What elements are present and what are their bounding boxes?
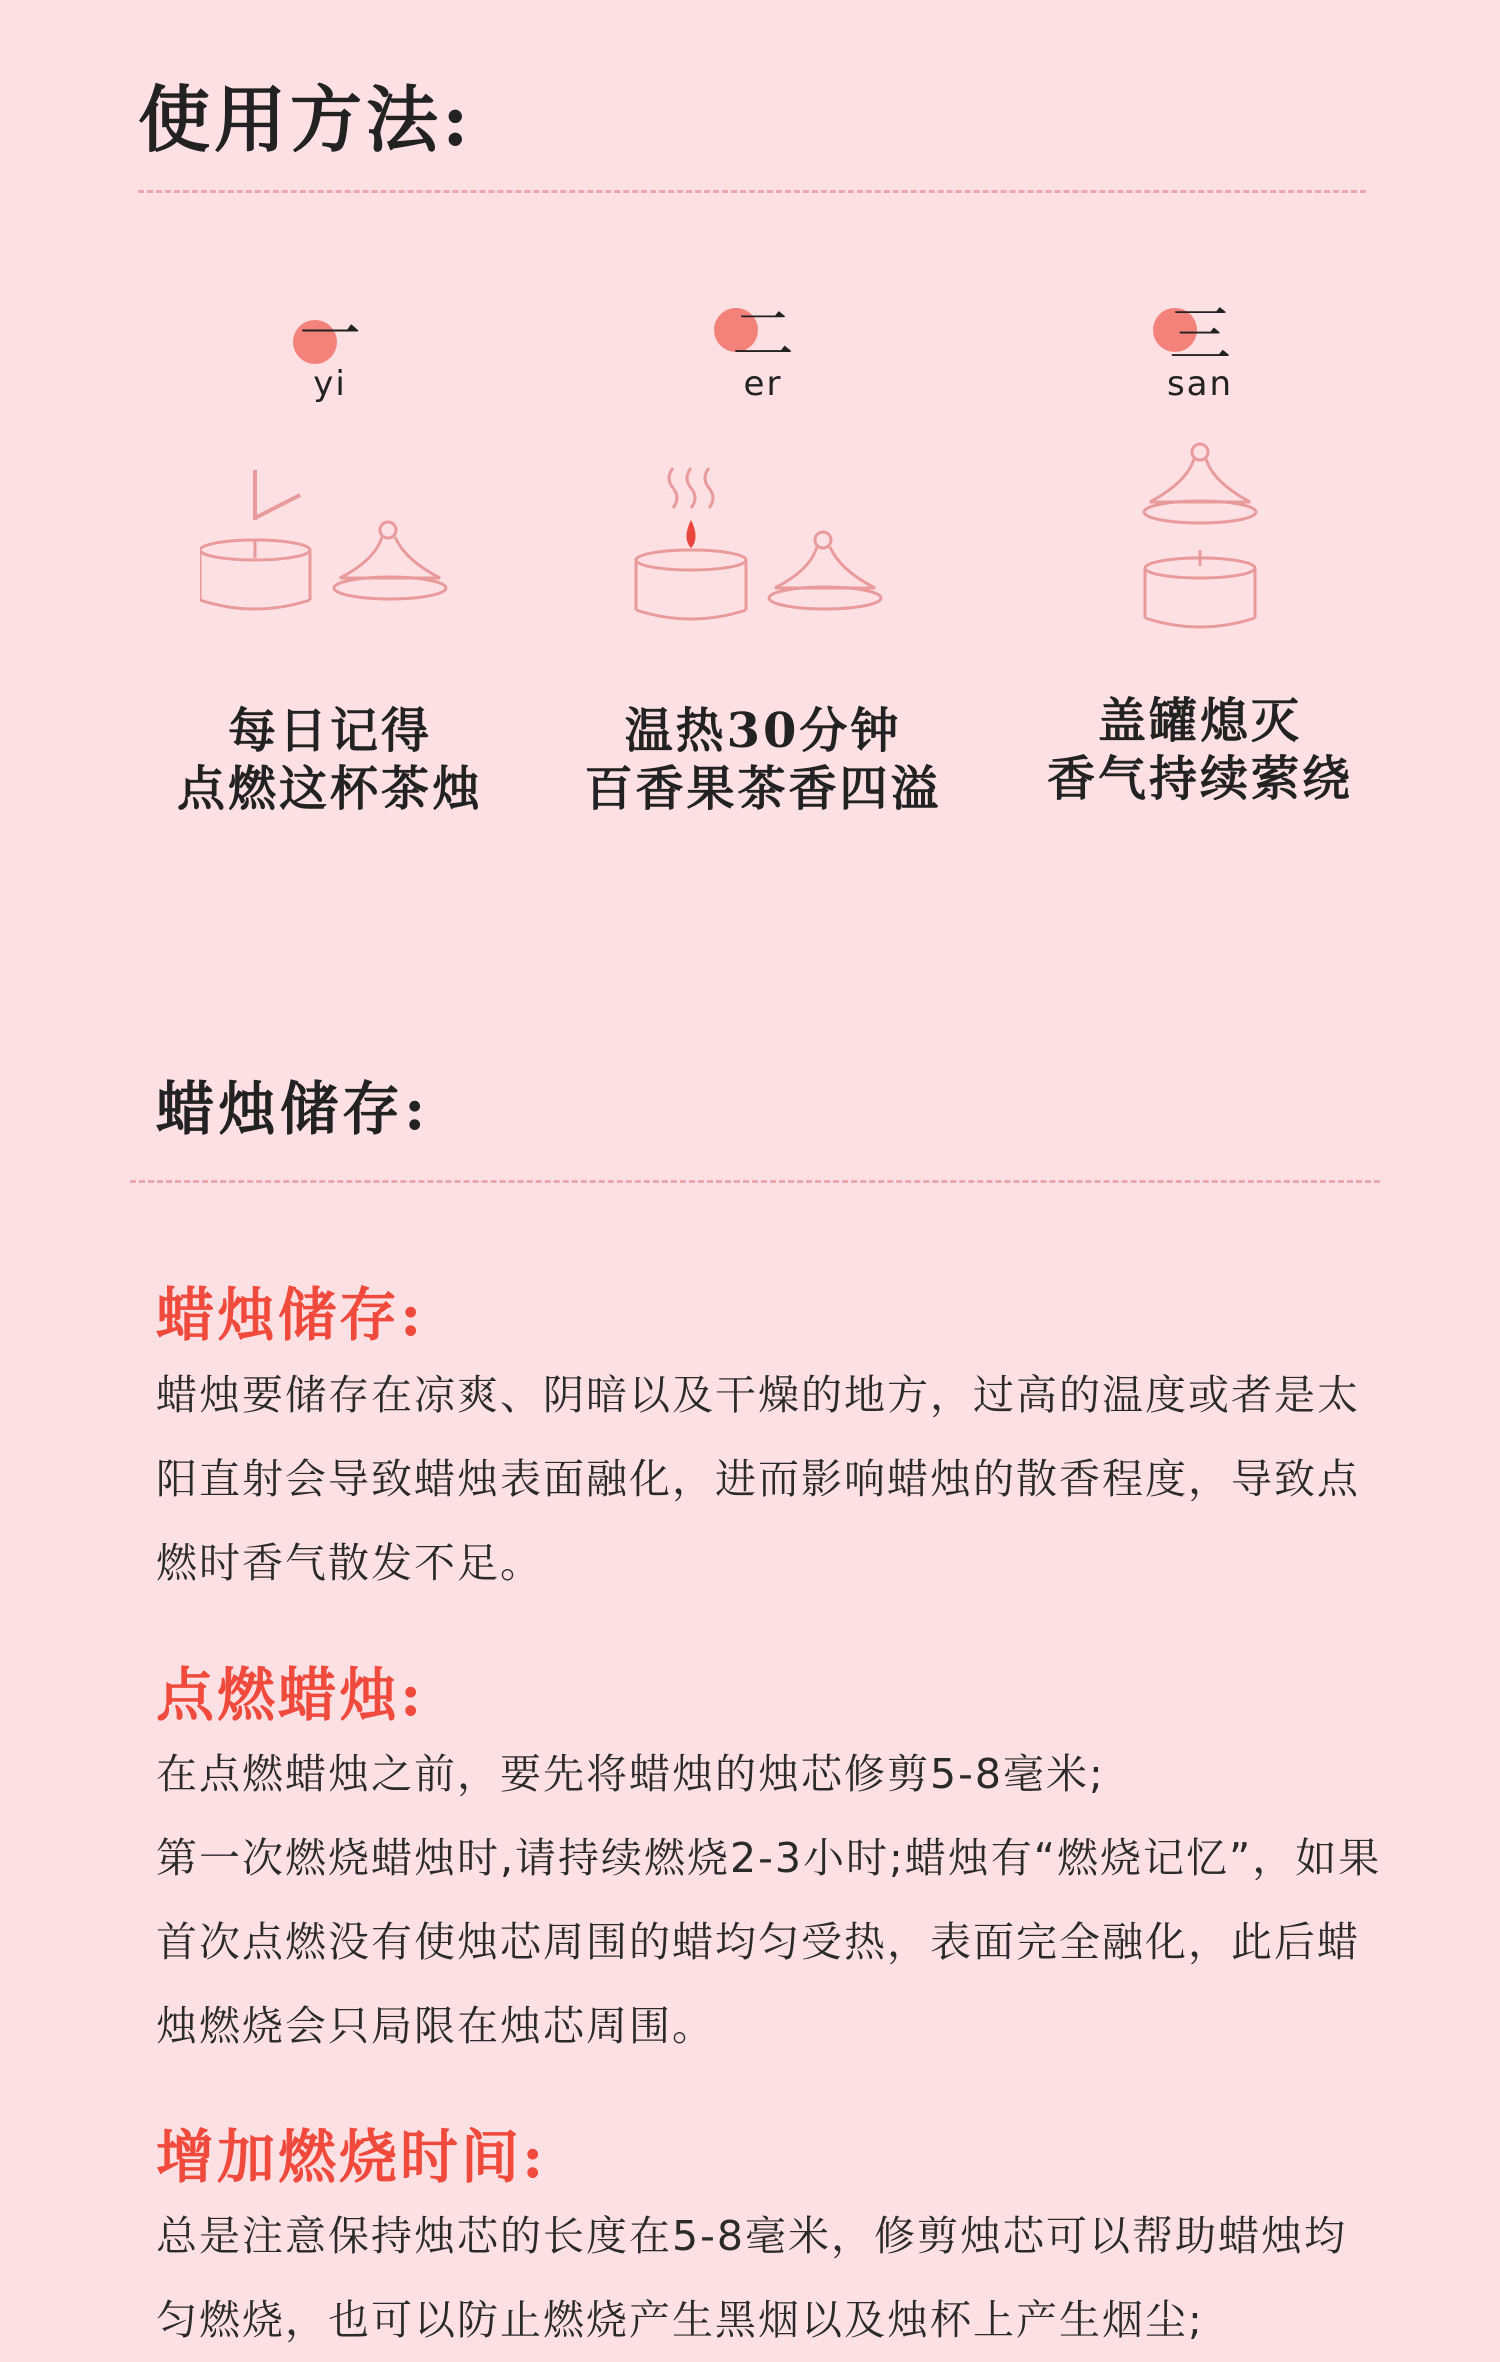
step-caption-line2: 香气持续萦绕 bbox=[1046, 751, 1353, 807]
step-number: 一 bbox=[298, 298, 361, 371]
step-caption-line1: 盖罐熄灭 bbox=[1097, 693, 1302, 749]
step-caption-line1: 温热30分钟 bbox=[624, 703, 902, 759]
step-2 bbox=[543, 300, 983, 818]
section-text-storage: 蜡烛要储存在凉爽、阴暗以及干燥的地方，过高的温度或者是太阳直射会导致蜡烛表面融化，进而影响蜡烛的散香程度，导致点燃时香气散发不足。 bbox=[156, 1371, 1360, 1587]
section-heading-lighting: 点燃蜡烛: bbox=[156, 1661, 425, 1729]
candle-lit-match-icon bbox=[200, 460, 460, 630]
step-caption-line2: 百香果茶香四溢 bbox=[584, 761, 942, 817]
step-3 bbox=[980, 300, 1420, 808]
candle-burning-icon bbox=[633, 460, 893, 630]
step-pinyin: er bbox=[743, 364, 783, 404]
section-heading-burn-time: 增加燃烧时间: bbox=[156, 2123, 547, 2191]
section-heading-storage: 蜡烛储存: bbox=[156, 1281, 425, 1349]
divider bbox=[130, 1180, 1380, 1183]
step-number: 三 bbox=[1168, 298, 1231, 371]
step-1 bbox=[110, 300, 550, 818]
section-text-burn-time: 总是注意保持烛芯的长度在5-8毫米，修剪烛芯可以帮助蜡烛均匀燃烧，也可以防止燃烧产生黑烟以及烛杯上产生烟尘; bbox=[156, 2212, 1347, 2344]
section-text-line: 在点燃蜡烛之前，要先将蜡烛的烛芯修剪5-8毫米; bbox=[156, 1750, 1105, 1798]
section-text-lighting bbox=[156, 1732, 1386, 2068]
storage-title: 蜡烛储存: bbox=[156, 1075, 430, 1143]
step-caption-line2: 点燃这杯茶烛 bbox=[176, 761, 483, 817]
candle-covered-icon bbox=[1070, 440, 1330, 640]
divider bbox=[138, 190, 1366, 193]
usage-title: 使用方法: bbox=[138, 77, 473, 162]
step-caption-line1: 每日记得 bbox=[227, 703, 432, 759]
step-pinyin: san bbox=[1166, 364, 1234, 404]
step-pinyin: yi bbox=[313, 364, 347, 404]
step-number: 二 bbox=[731, 298, 794, 371]
section-text-line: 第一次燃烧蜡烛时,请持续燃烧2-3小时;蜡烛有“燃烧记忆”，如果首次点燃没有使烛芯周围的蜡均匀受热，表面完全融化，此后蜡烛燃烧会只局限在烛芯周围。 bbox=[156, 1834, 1382, 2050]
